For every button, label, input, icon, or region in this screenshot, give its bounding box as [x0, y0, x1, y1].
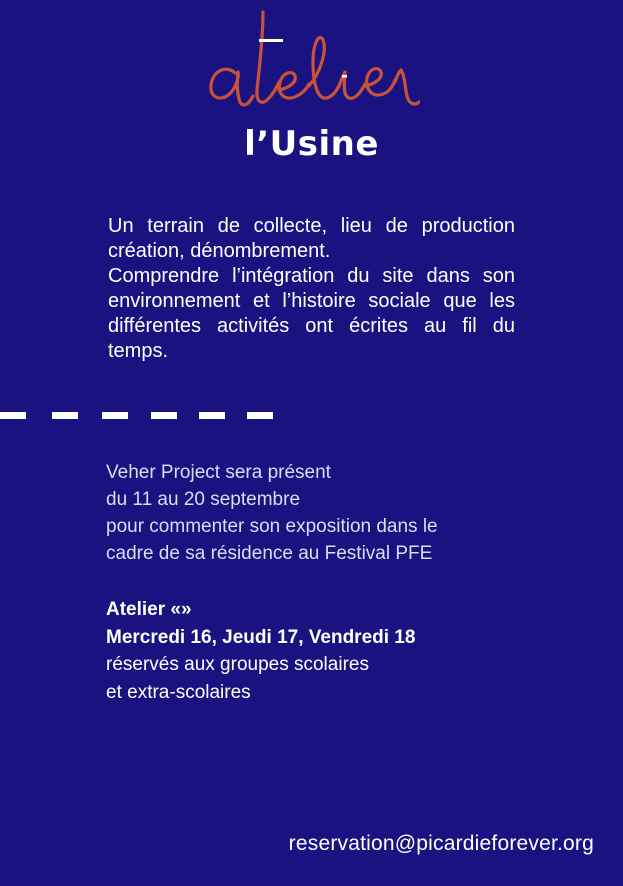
details-line: pour commenter son exposition dans le: [106, 516, 438, 537]
intro-paragraph-1: Un terrain de collecte, lieu de production création, dénombrement.: [108, 215, 515, 262]
event-details: [106, 459, 546, 567]
intro-text: [108, 214, 515, 364]
atelier-days: Mercredi 16, Jeudi 17, Vendredi 18: [106, 626, 416, 648]
atelier-logo: [205, 10, 420, 122]
dashed-divider: [0, 412, 290, 420]
atelier-section: [106, 596, 546, 706]
details-line: du 11 au 20 septembre: [106, 489, 301, 510]
page-title: l’Usine: [244, 124, 379, 164]
intro-paragraph-2: Comprendre l’intégration du site dans son environnement et l’histoire sociale que les différentes activités ont écrites au fil du temps.: [108, 265, 515, 362]
reservation-email-link[interactable]: reservation@picardieforever.org: [288, 832, 594, 855]
details-line: Veher Project sera présent: [106, 462, 331, 483]
atelier-note: réservés aux groupes scolaires: [106, 654, 369, 675]
details-line: cadre de sa résidence au Festival PFE: [106, 543, 433, 564]
atelier-note: et extra-scolaires: [106, 681, 251, 703]
atelier-title: Atelier «»: [106, 599, 192, 620]
